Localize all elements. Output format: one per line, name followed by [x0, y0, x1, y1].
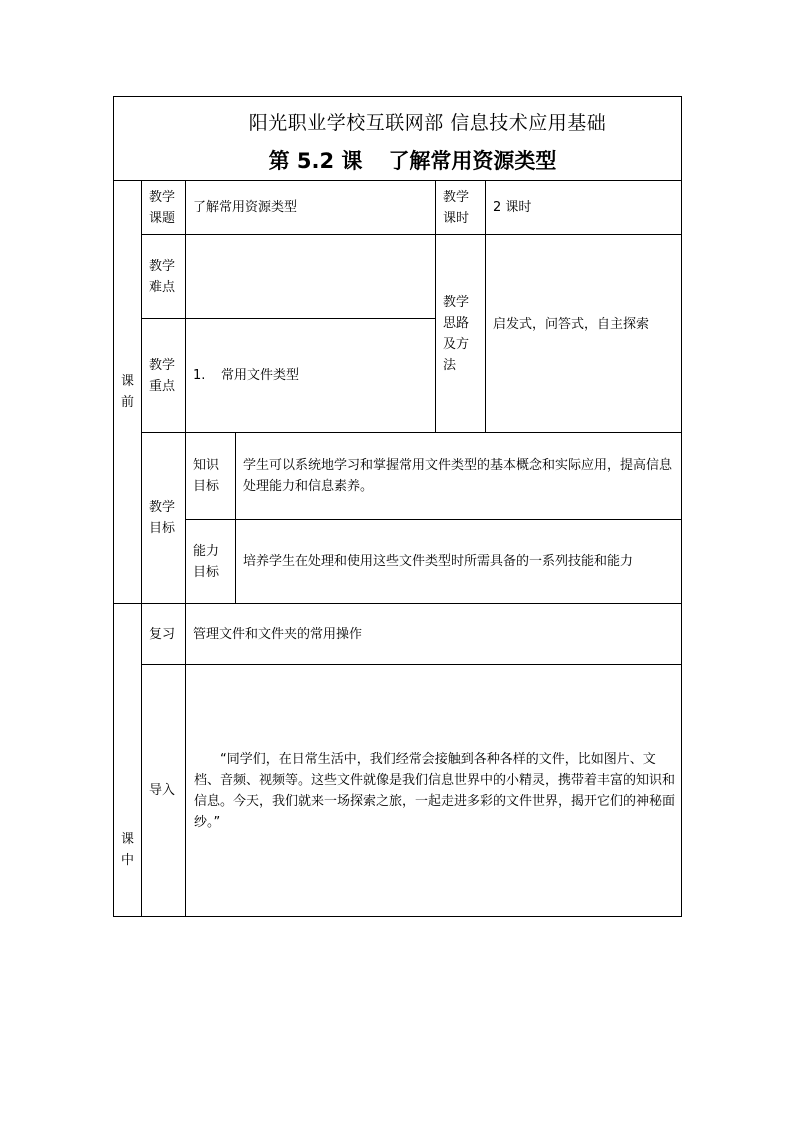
method-label-line-2: 思路 — [443, 315, 470, 331]
method-value: 启发式，问答式，自主探索 — [486, 235, 682, 433]
difficulty-value — [186, 235, 436, 319]
intro-row — [114, 665, 682, 917]
difficulty-row — [114, 235, 682, 319]
hours-value: 2 课时 — [486, 181, 682, 235]
topic-label-line-1: 教学 — [149, 189, 176, 205]
key-point-text: 常用文件类型 — [221, 368, 300, 383]
hours-label — [436, 181, 486, 235]
lesson-heading — [114, 136, 681, 176]
key-point-label — [142, 319, 186, 433]
goal-label — [142, 433, 186, 604]
header-row — [114, 97, 682, 181]
lesson-number: 第 5.2 课 — [268, 148, 363, 173]
ability-goal-label-line-1: 能力 — [193, 543, 220, 559]
key-point-value — [186, 319, 436, 433]
in-class-label — [114, 604, 142, 917]
method-label-line-1: 教学 — [443, 294, 470, 310]
hours-label-line-1: 教学 — [443, 189, 470, 205]
topic-value: 了解常用资源类型 — [186, 181, 436, 235]
goal-label-line-2: 目标 — [149, 521, 176, 536]
method-label-line-3: 及方 — [443, 336, 470, 352]
pre-class-label — [114, 181, 142, 604]
knowledge-goal-label-line-1: 知识 — [193, 458, 220, 473]
knowledge-goal-label — [186, 433, 236, 520]
in-class-label-char-1: 课 — [120, 832, 134, 847]
method-label — [436, 235, 486, 433]
method-label-line-4: 法 — [443, 357, 457, 373]
ability-goal-row — [114, 520, 682, 604]
key-point-number: 1. — [193, 368, 206, 383]
review-label: 复习 — [142, 604, 186, 665]
lesson-title: 了解常用资源类型 — [388, 148, 557, 173]
topic-row — [114, 181, 682, 235]
difficulty-label — [142, 235, 186, 319]
intro-value: “同学们，在日常生活中，我们经常会接触到各种各样的文件，比如图片、文档、音频、视频等。这些文件就像是我们信息世界中的小精灵，携带着丰富的知识和信息。今天，我们就来一场探索之旅，一起走进多彩的文件世界，揭开它们的神秘面纱。” — [186, 665, 682, 917]
goal-label-line-1: 教学 — [149, 500, 176, 515]
ability-goal-label — [186, 520, 236, 604]
school-line: 阳光职业学校互联网部 信息技术应用基础 — [248, 111, 607, 134]
lesson-plan-table — [113, 96, 682, 917]
knowledge-goal-label-line-2: 目标 — [193, 479, 220, 494]
hours-label-line-2: 课时 — [443, 210, 470, 226]
review-row — [114, 604, 682, 665]
ability-goal-value: 培养学生在处理和使用这些文件类型时所需具备的一系列技能和能力 — [236, 520, 682, 604]
topic-label-line-2: 课题 — [149, 210, 176, 226]
knowledge-goal-value: 学生可以系统地学习和掌握常用文件类型的基本概念和实际应用，提高信息处理能力和信息素养。 — [236, 433, 682, 520]
key-point-label-line-2: 重点 — [149, 378, 176, 394]
difficulty-label-line-1: 教学 — [149, 258, 176, 274]
in-class-label-char-2: 中 — [120, 853, 134, 868]
intro-label: 导入 — [142, 665, 186, 917]
header-cell — [114, 97, 682, 181]
key-point-label-line-1: 教学 — [149, 357, 176, 373]
pre-class-label-char-2: 前 — [120, 395, 134, 410]
difficulty-label-line-2: 难点 — [149, 279, 176, 295]
review-value: 管理文件和文件夹的常用操作 — [186, 604, 682, 665]
topic-label — [142, 181, 186, 235]
knowledge-goal-row — [114, 433, 682, 520]
pre-class-label-char-1: 课 — [120, 374, 134, 389]
ability-goal-label-line-2: 目标 — [193, 564, 220, 580]
